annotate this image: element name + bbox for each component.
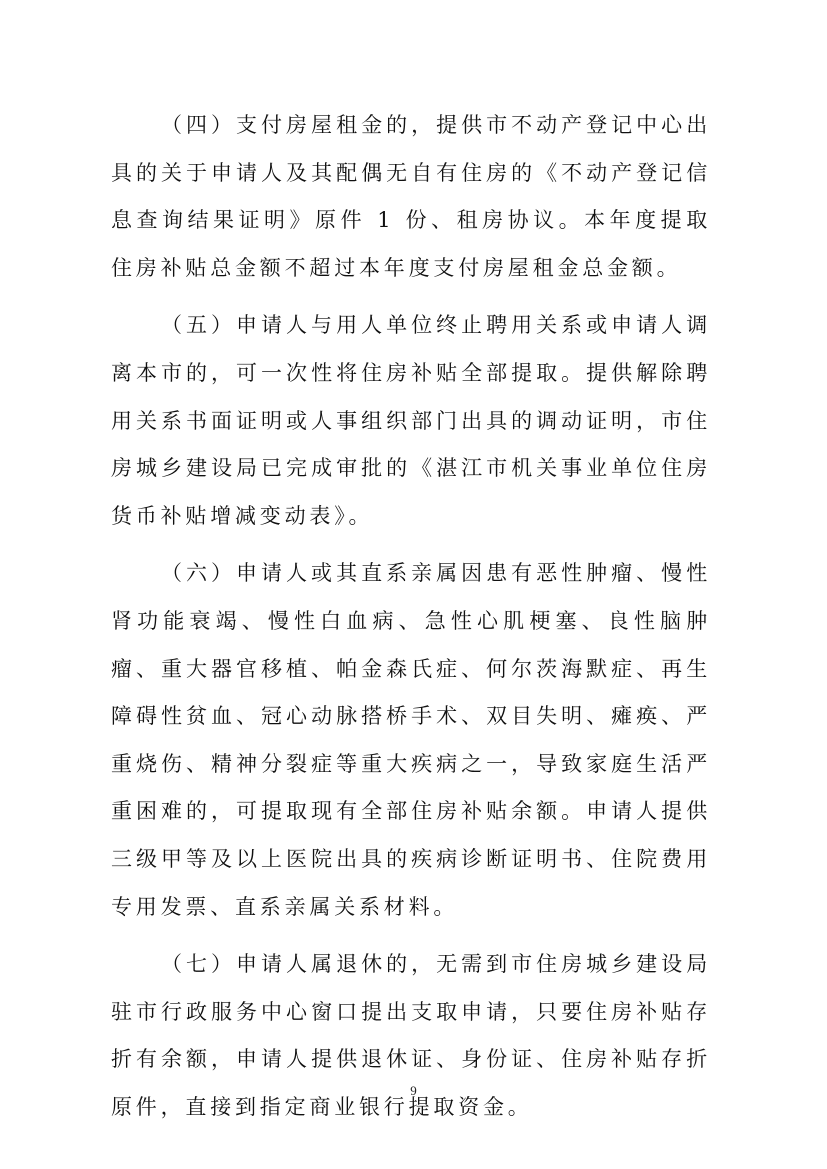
- document-body: [111, 102, 711, 1141]
- page-number: 9: [410, 1083, 417, 1098]
- paragraph-item-5: （五）申请人与用人单位终止聘用关系或申请人调离本市的，可一次性将住房补贴全部提取。提供解除聘用关系书面证明或人事组织部门出具的调动证明，市住房城乡建设局已完成审批的《湛江市机关事业单位住房货币补贴增减变动表》。: [111, 313, 711, 528]
- paragraph-item-6: （六）申请人或其直系亲属因患有恶性肿瘤、慢性肾功能衰竭、慢性白血病、急性心肌梗塞、良性脑肿瘤、重大器官移植、帕金森氏症、何尔茨海默症、再生障碍性贫血、冠心动脉搭桥手术、双目失明、瘫痪、严重烧伤、精神分裂症等重大疾病之一，导致家庭生活严重困难的，可提取现有全部住房补贴余额。申请人提供三级甲等及以上医院出具的疾病诊断证明书、住院费用专用发票、直系亲属关系材料。: [111, 561, 711, 919]
- paragraph-item-4: （四）支付房屋租金的，提供市不动产登记中心出具的关于申请人及其配偶无自有住房的《不动产登记信息查询结果证明》原件 1 份、租房协议。本年度提取住房补贴总金额不超过本年度支付房屋租金总金额。: [111, 113, 711, 280]
- paragraph-item-7: （七）申请人属退休的，无需到市住房城乡建设局驻市行政服务中心窗口提出支取申请，只要住房补贴存折有余额，申请人提供退休证、身份证、住房补贴存折原件，直接到指定商业银行提取资金。: [111, 952, 711, 1119]
